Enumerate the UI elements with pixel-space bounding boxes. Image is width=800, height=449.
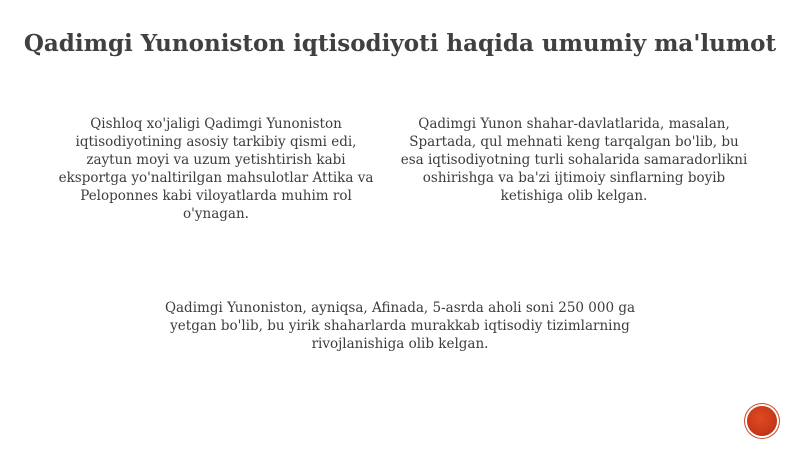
- paragraph-agriculture: Qishloq xo'jaligi Qadimgi Yunoniston iqtisodiyotining asosiy tarkibiy qismi edi, zaytun moyi va uzum yetishtirish kabi eksportga yo'naltirilgan mahsulotlar Attika va Peloponnes kabi viloyatlarda muhim rol o'ynagan.: [58, 116, 374, 222]
- next-slide-button[interactable]: [747, 406, 777, 436]
- slide-title: Qadimgi Yunoniston iqtisodiyoti haqida umumiy ma'lumot: [23, 30, 777, 57]
- paragraph-population: Qadimgi Yunoniston, ayniqsa, Afinada, 5-asrda aholi soni 250 000 ga yetgan bo'lib, bu yirik shaharlarda murakkab iqtisodiy tizimlarning rivojlanishiga olib kelgan.: [164, 300, 636, 352]
- paragraph-slave-labor: Qadimgi Yunon shahar-davlatlarida, masalan, Spartada, qul mehnati keng tarqalgan bo'lib, bu esa iqtisodiyotning turli sohalarida samaradorlikni oshirishga va ba'zi ijtimoiy sinflarning boyib ketishiga olib kelgan.: [400, 116, 748, 204]
